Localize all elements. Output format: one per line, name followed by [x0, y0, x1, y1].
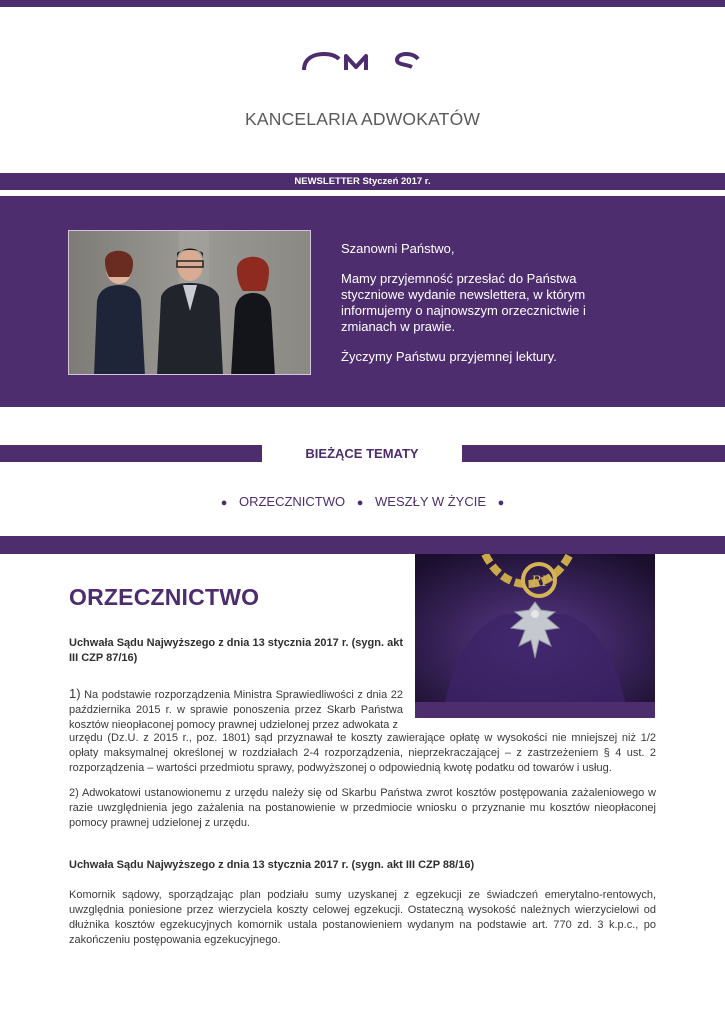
logo [245, 52, 485, 142]
paragraph-text: Na podstawie rozporządzenia Ministra Sprawiedliwości z dnia 22 października 2015 r. w sprawie ponoszenia przez Skarb Państwa kosztów nieopłaconej pomocy prawnej udzielonej przez adwokata z [69, 689, 403, 731]
team-photo [68, 230, 311, 375]
closing-paragraph: Życzymy Państwu przyjemnej lektury. [341, 349, 557, 364]
intro-paragraph: Mamy przyjemność przesłać do Państwa styczniowe wydanie newslettera, w którym informujemy o najnowszym orzecznictwie i zmianach w prawie. [341, 271, 586, 334]
ruling-paragraph: Komornik sądowy, sporządzając plan podziału sumy uzyskanej z egzekucji ze świadczeń emerytalno-rentowych, uwzględnia poniesione przez wierzyciela koszty celowej egzekucji. Ostateczną wysokość należnych wierzycielowi od dłużnika kosztów egzekucyjnych komornik ustala postanowieniem wydanym na podstawie art. 770 zd. 3 k.p.c., po zakończeniu postępowania egzekucyjnego. [69, 889, 656, 946]
hero-section [0, 196, 725, 407]
section-title: ORZECZNICTWO [69, 584, 260, 610]
image-bottom-band [415, 702, 655, 718]
ruling-paragraph-continued: urzędu (Dz.U. z 2015 r., poz. 1801) sąd przyznawał te koszty zawierające opłatę w wysokości nie mniejszej niż 1/2 opłaty maksymalnej określonej w rozdziałach 2-4 rozporządzenia, nieprzekraczającej – z zastrzeżeniem § 4 ust. 2 rozporządzenia – wartości przedmiotu sprawy, podwyższonej o odpowiednią kwotę podatku od towarów i usług. [69, 732, 656, 774]
newsletter-bar: NEWSLETTER Styczeń 2017 r. [0, 173, 725, 190]
ruling-heading: Uchwała Sądu Najwyższego z dnia 13 stycznia 2017 r. (sygn. akt III CZP 88/16) [69, 859, 475, 871]
svg-text:RP: RP [531, 574, 551, 590]
hero-text [341, 241, 611, 379]
logo-subtitle: KANCELARIA ADWOKATÓW [245, 109, 481, 129]
ruling-heading: Uchwała Sądu Najwyższego z dnia 13 stycznia 2017 r. (sygn. akt III CZP 87/16) [69, 637, 403, 664]
greeting: Szanowni Państwo, [341, 241, 455, 256]
top-border [0, 0, 725, 7]
topics-title: BIEŻĄCE TEMATY [305, 446, 419, 461]
gms-logo-mark [300, 52, 430, 74]
topics-divider-right [462, 445, 725, 462]
ruling-paragraph [69, 686, 403, 733]
section-divider [0, 536, 725, 554]
topic-link-weszly-w-zycie[interactable]: WESZŁY W ŻYCIE [375, 494, 487, 509]
bullet-icon: ● [497, 497, 505, 509]
topics-divider-left [0, 445, 262, 462]
topics-nav [0, 494, 725, 509]
ruling-paragraph: 2) Adwokatowi ustanowionemu z urzędu należy się od Skarbu Państwa zwrot kosztów postępowania zażaleniowego w razie uwzględnienia jego zażalenia na postanowienie w przedmiocie wniosku o przyznanie mu kosztów nieopłaconej pomocy prawnej udzielonej z urzędu. [69, 787, 656, 829]
bullet-icon: ● [356, 497, 364, 509]
paragraph-number: 1) [69, 686, 81, 701]
bullet-icon: ● [220, 497, 228, 509]
topic-link-orzecznictwo[interactable]: ORZECZNICTWO [238, 494, 346, 509]
court-chain-eagle-image [415, 554, 655, 718]
